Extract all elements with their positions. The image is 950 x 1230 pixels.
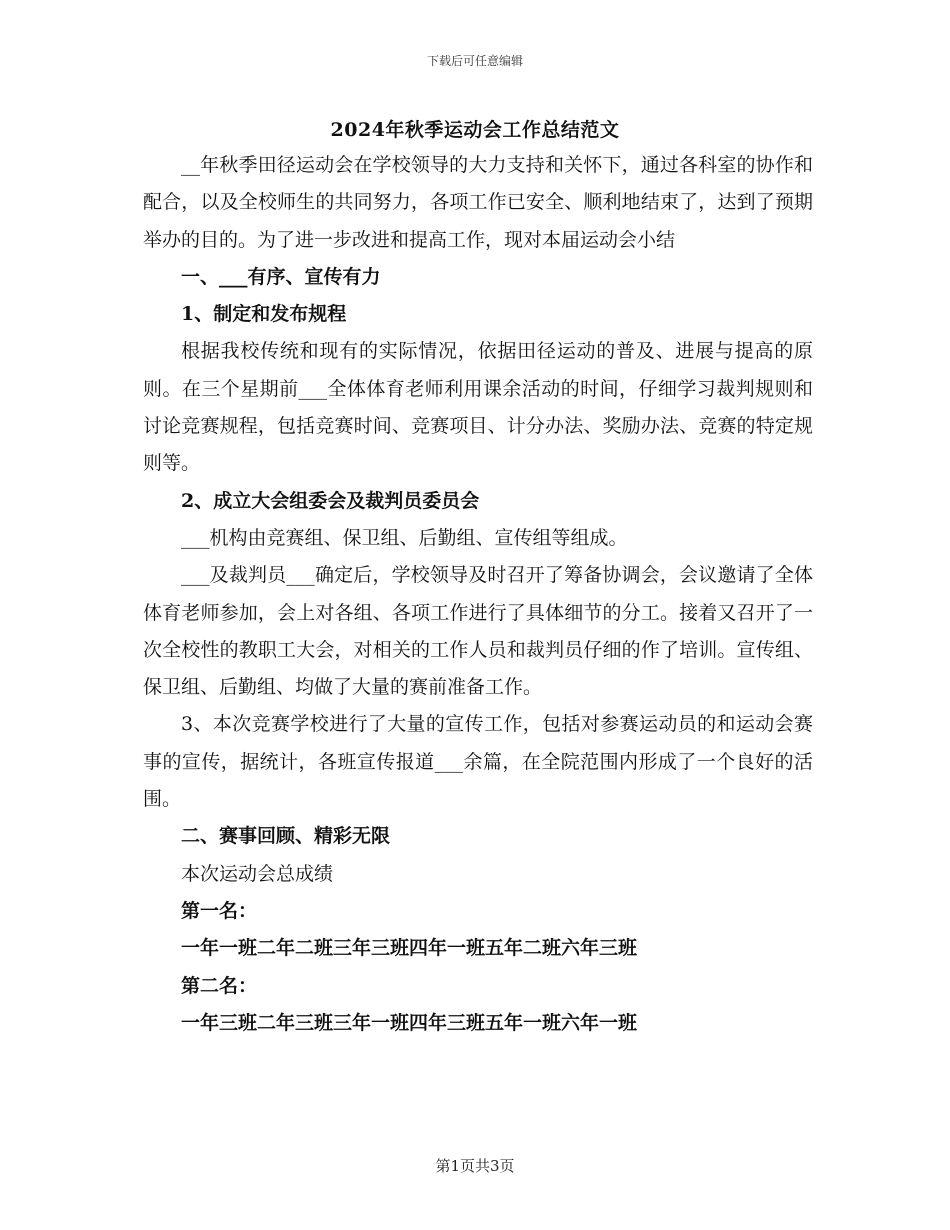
subsection-heading-1: 1、制定和发布规程 [181,303,347,326]
body-paragraph: ___及裁判员___确定后，学校领导及时召开了筹备协调会，会议邀请了全体体育老师参加，会上对各组、各项工作进行了具体细节的分工。接着又召开了一次全校性的教职工大会，对相关的工作人员和裁判员仔细的作了培训。宣传组、保卫组、后勤组、均做了大量的赛前准备工作。 [143,564,813,699]
document-title: 2024年秋季运动会工作总结范文 [330,119,620,141]
intro-paragraph: __年秋季田径运动会在学校领导的大力支持和关怀下，通过各科室的协作和配合，以及全校师生的共同努力，各项工作已安全、顺利地结束了，达到了预期举办的目的。为了进一步改进和提高工作，现对本届运动会小结 [143,154,813,251]
body-paragraph: ___机构由竞赛组、保卫组、后勤组、宣传组等组成。 [181,526,628,549]
body-paragraph: 3、本次竞赛学校进行了大量的宣传工作，包括对参赛运动员的和运动会赛事的宣传，据统计，各班宣传报道___余篇，在全院范围内形成了一个良好的活围。 [143,713,813,811]
section-heading-2: 二、赛事回顾、精彩无限 [181,825,391,848]
section-heading-1: 一、___有序、宣传有力 [181,265,381,288]
document-body [143,147,813,1042]
rank-heading-first: 第一名： [181,899,258,922]
body-paragraph: 本次运动会总成绩 [181,862,334,885]
rank-heading-second: 第二名： [181,974,258,997]
rank-list-first: 一年一班二年二班三年三班四年一班五年二班六年三班 [181,937,638,960]
rank-list-second: 一年三班二年三班三年一班四年三班五年一班六年一班 [181,1011,638,1034]
body-paragraph: 根据我校传统和现有的实际情况，依据田径运动的普及、进展与提高的原则。在三个星期前___全体体育老师利用课余活动的时间，仔细学习裁判规则和讨论竞赛规程，包括竞赛时间、竞赛项目、计分办法、奖励办法、竞赛的特定规则等。 [143,340,813,475]
header-note: 下载后可任意编辑 [426,54,523,68]
subsection-heading-2: 2、成立大会组委会及裁判员委员会 [181,489,480,512]
page-number: 第1页共3页 [435,1157,515,1175]
